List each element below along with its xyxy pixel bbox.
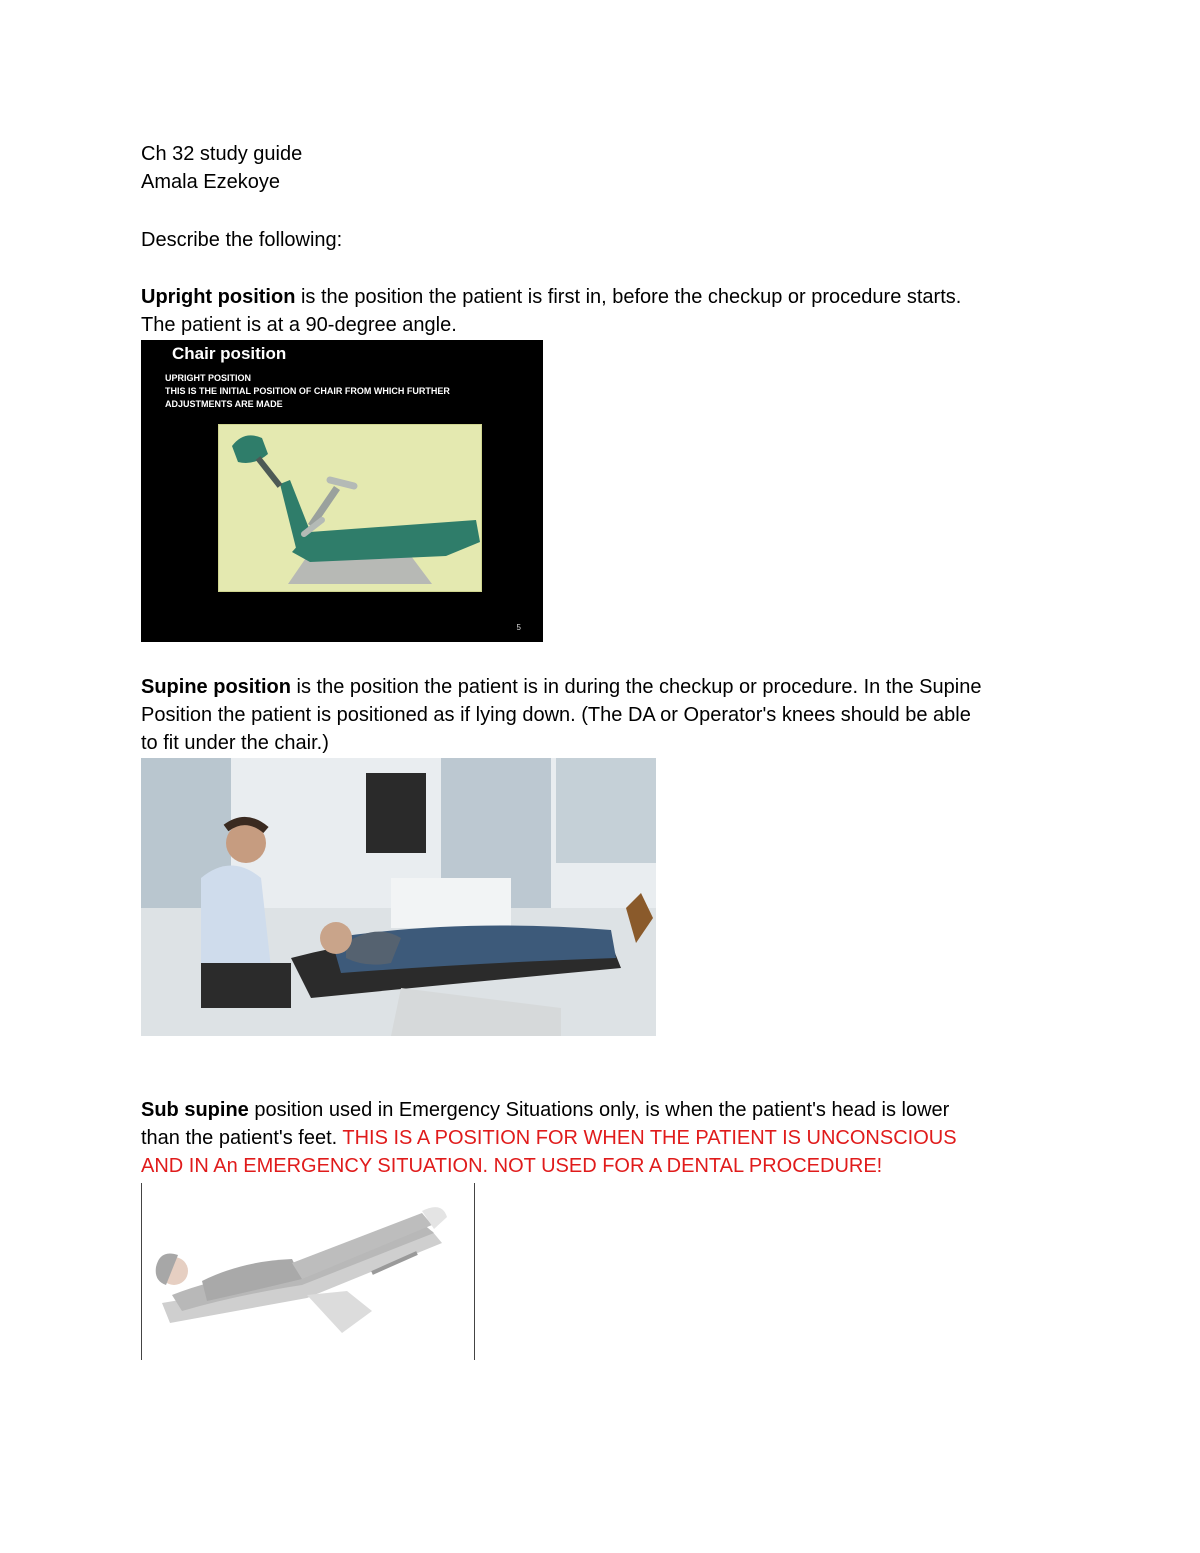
slide-page-number: 5	[516, 623, 521, 632]
slide-caption-line-2: THIS IS THE INITIAL POSITION OF CHAIR FROM WHICH FURTHER	[165, 386, 450, 396]
supine-photo-scene	[141, 758, 656, 1036]
author-name: Amala Ezekoye	[141, 171, 280, 193]
upright-slide-image	[141, 340, 543, 642]
supine-paragraph-line-3: to fit under the chair.)	[141, 732, 329, 754]
subsupine-paragraph-line-2	[141, 1124, 957, 1152]
subsupine-description: position used in Emergency Situations only, is when the patient's head is lower	[248, 1099, 950, 1121]
supine-position-photo	[141, 758, 656, 1036]
subsupine-term: Sub supine	[141, 1099, 249, 1121]
slide-caption	[165, 372, 450, 411]
dental-chair-illustration	[218, 424, 482, 592]
supine-paragraph-line-2: Position the patient is positioned as if lying down. (The DA or Operator's knees should be able	[141, 704, 971, 726]
instruction-text: Describe the following:	[141, 229, 343, 251]
document-title: Ch 32 study guide	[141, 143, 303, 165]
upright-paragraph-line-1	[141, 283, 961, 311]
upright-description: is the position the patient is first in, before the checkup or procedure starts.	[295, 286, 962, 308]
supine-paragraph-line-1	[141, 673, 981, 701]
subsupine-warning-part-1: THIS IS A POSITION FOR WHEN THE PATIENT IS UNCONSCIOUS	[342, 1127, 957, 1149]
subsupine-warning-part-2: AND IN An EMERGENCY SITUATION. NOT USED FOR A DENTAL PROCEDURE!	[141, 1155, 883, 1177]
subsupine-figure	[142, 1183, 474, 1360]
supine-description: is the position the patient is in during the checkup or procedure. In the Supine	[291, 676, 982, 698]
supine-term: Supine position	[141, 676, 291, 698]
slide-caption-line-3: ADJUSTMENTS ARE MADE	[165, 399, 283, 409]
upright-term: Upright position	[141, 286, 296, 308]
subsupine-description-cont: than the patient's feet.	[141, 1127, 343, 1149]
slide-title: Chair position	[172, 344, 287, 363]
subsupine-paragraph-line-1	[141, 1096, 949, 1124]
subsupine-position-illustration	[141, 1183, 475, 1360]
slide-caption-line-1: UPRIGHT POSITION	[165, 373, 252, 383]
upright-paragraph-line-2: The patient is at a 90-degree angle.	[141, 314, 457, 336]
